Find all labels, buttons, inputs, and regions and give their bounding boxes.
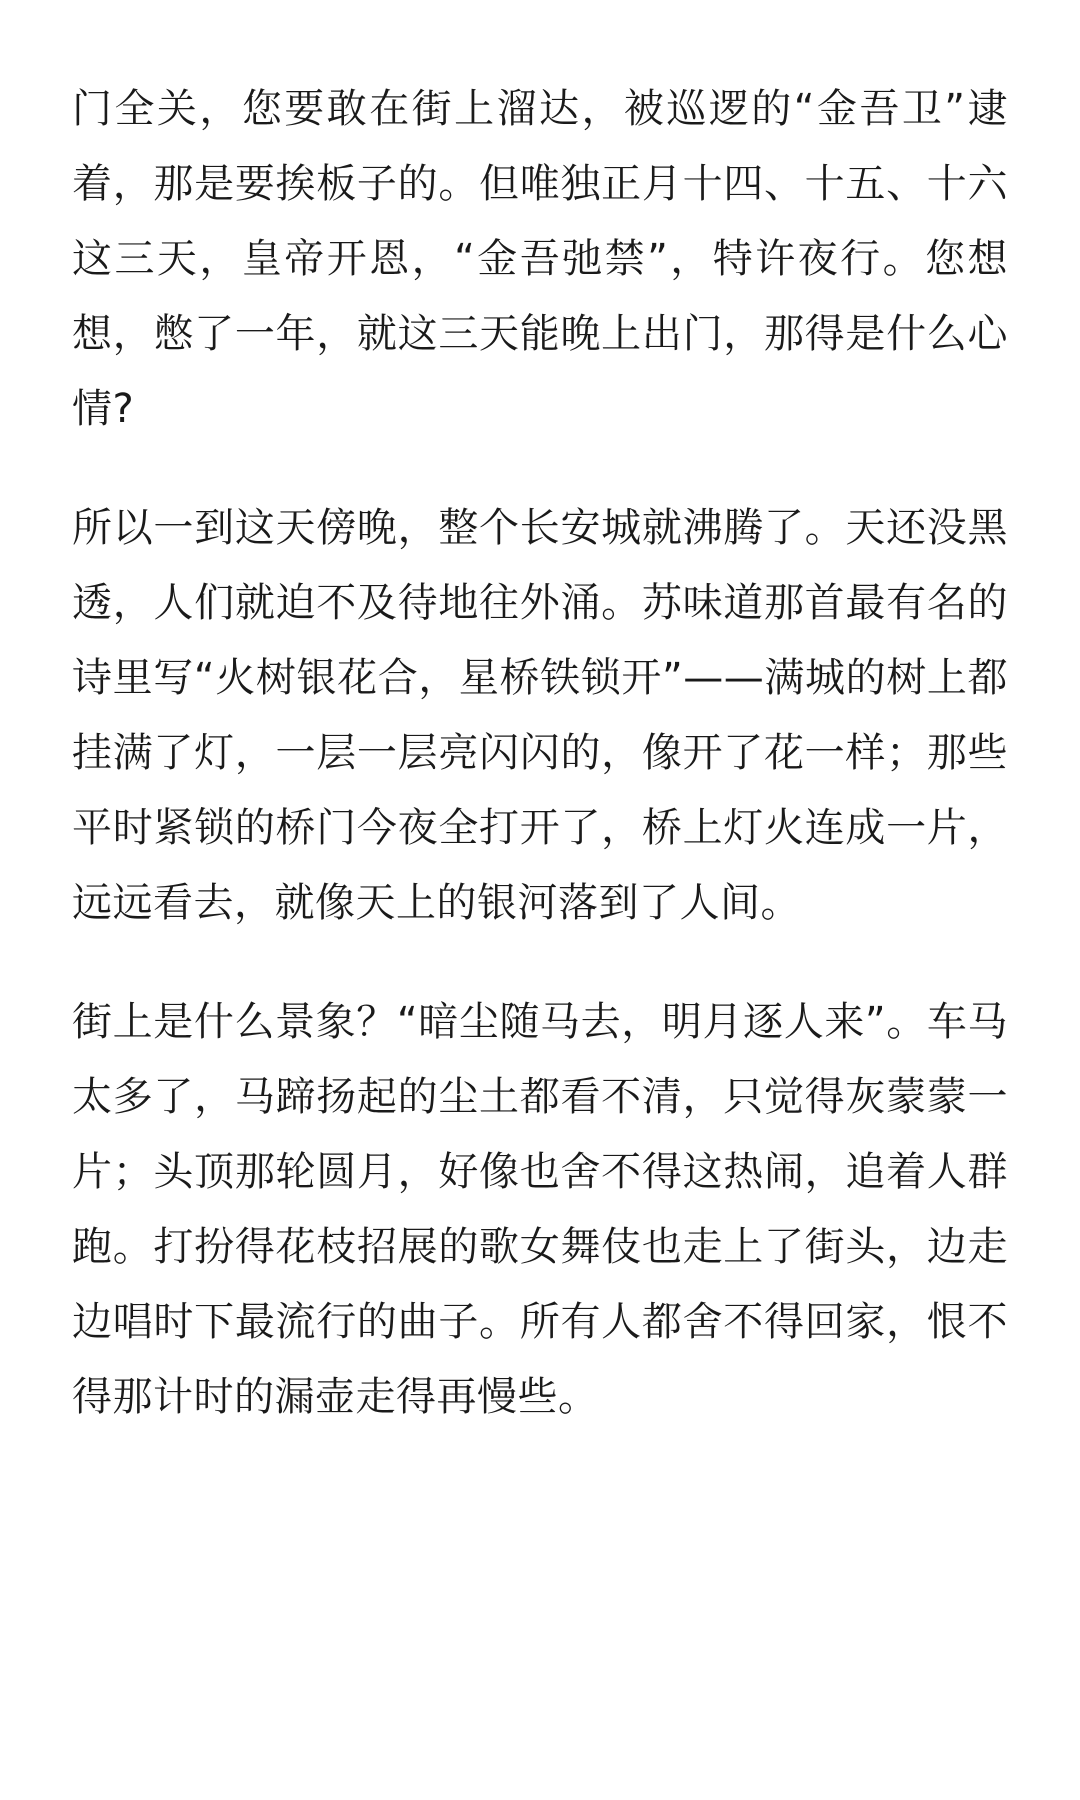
paragraph-2: 所以一到这天傍晚，整个长安城就沸腾了。天还没黑透，人们就迫不及待地往外涌。苏味道那首最有名的诗里写“火树银花合，星桥铁锁开”——满城的树上都挂满了灯，一层一层亮闪闪的，像开了花一样；那些平时紧锁的桥门今夜全打开了，桥上灯火连成一片，远远看去，就像天上的银河落到了人间。 <box>72 505 1008 926</box>
paragraph-1: 门全关，您要敢在街上溜达，被巡逻的“金吾卫”逮着，那是要挨板子的。但唯独正月十四、十五、十六这三天，皇帝开恩，“金吾弛禁”，特许夜行。您想想，憋了一年，就这三天能晚上出门，那得是什么心情? <box>72 86 1008 432</box>
article-body <box>72 72 1008 1435</box>
paragraph-3: 街上是什么景象？“暗尘随马去，明月逐人来”。车马太多了，马蹄扬起的尘土都看不清，只觉得灰蒙蒙一片；头顶那轮圆月，好像也舍不得这热闹，追着人群跑。打扮得花枝招展的歌女舞伎也走上了街头，边走边唱时下最流行的曲子。所有人都舍不得回家，恨不得那计时的漏壶走得再慢些。 <box>72 999 1008 1420</box>
